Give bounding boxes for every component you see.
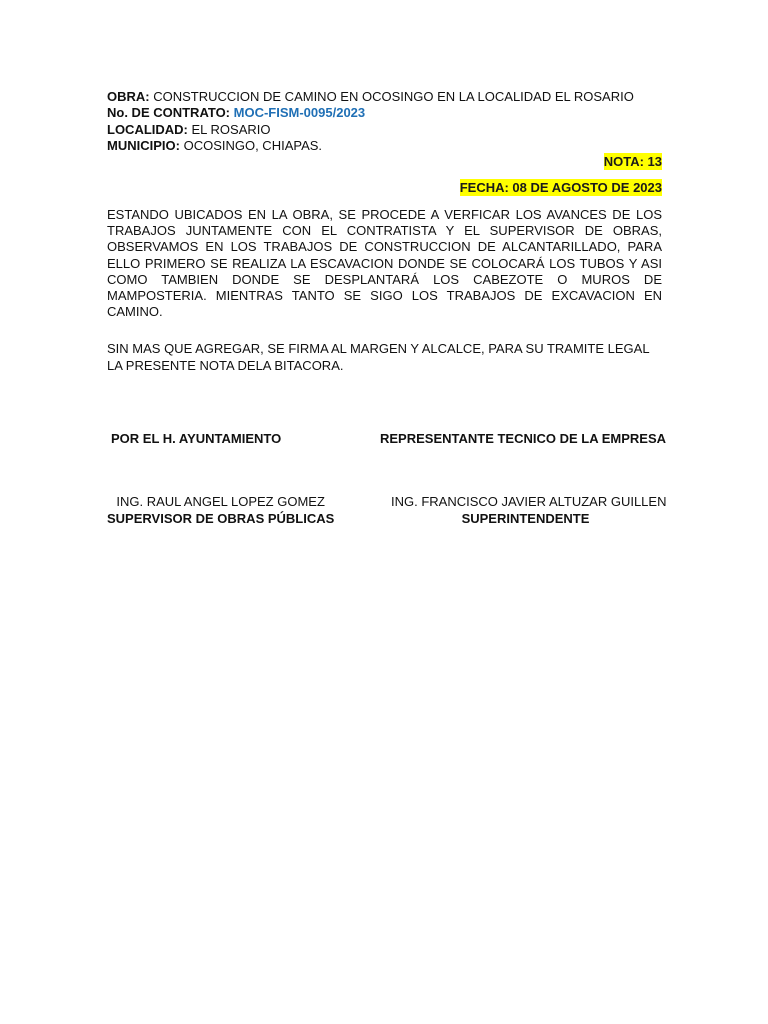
contrato-value: MOC-FISM-0095/2023 [233,105,366,121]
fecha-highlight: FECHA: 08 DE AGOSTO DE 2023 [459,180,662,195]
obra-label: OBRA: [107,89,150,104]
nota-highlight: NOTA: 13 [603,154,662,169]
signature-block-superintendent [391,494,667,527]
signature-heading-ayuntamiento: POR EL H. AYUNTAMIENTO [111,431,282,446]
closing-paragraph: SIN MAS QUE AGREGAR, SE FIRMA AL MARGEN Y ALCALCE, PARA SU TRAMITE LEGAL LA PRESENTE NOTA DELA BITACORA. [107,341,650,373]
localidad-label: LOCALIDAD: [107,121,188,137]
contrato-label: No. DE CONTRATO: [107,105,231,121]
supervisor-name: ING. RAUL ANGEL LOPEZ GOMEZ [116,494,325,509]
signature-block-supervisor [107,494,334,527]
signature-heading-empresa: REPRESENTANTE TECNICO DE LA EMPRESA [380,431,667,446]
document-header [107,89,662,155]
contrato-row [107,105,662,121]
nota-date [460,180,662,195]
supervisor-role: SUPERVISOR DE OBRAS PÚBLICAS [107,510,335,526]
localidad-value: EL ROSARIO [191,121,271,137]
obra-row [107,89,662,105]
nota-number [604,154,662,169]
superintendent-role: SUPERINTENDENTE [461,510,590,526]
obra-value: CONSTRUCCION DE CAMINO EN OCOSINGO EN LA LOCALIDAD EL ROSARIO [153,89,634,104]
municipio-value: OCOSINGO, CHIAPAS. [183,138,323,154]
body-paragraph: ESTANDO UBICADOS EN LA OBRA, SE PROCEDE A VERFICAR LOS AVANCES DE LOS TRABAJOS JUNTAMENTE CON EL CONTRATISTA Y EL SUPERVISOR DE OBRAS, OBSERVAMOS EN LOS TRABAJOS DE CONSTRUCCION DE ALCANTARILLADO, PARA ELLO PRIMERO SE REALIZA LA ESCAVACION DONDE SE COLOCARÁ LOS TUBOS Y ASI COMO TAMBIEN DONDE SE DESPLANTARÁ LOS CABEZOTE O MUROS DE MAMPOSTERIA. MIENTRAS TANTO SE SIGO LOS TRABAJOS DE EXCAVACION EN CAMINO. [107,207,662,320]
municipio-label: MUNICIPIO: [107,138,180,154]
localidad-row [107,122,662,138]
superintendent-name: ING. FRANCISCO JAVIER ALTUZAR GUILLEN [391,494,667,509]
municipio-row [107,138,662,154]
